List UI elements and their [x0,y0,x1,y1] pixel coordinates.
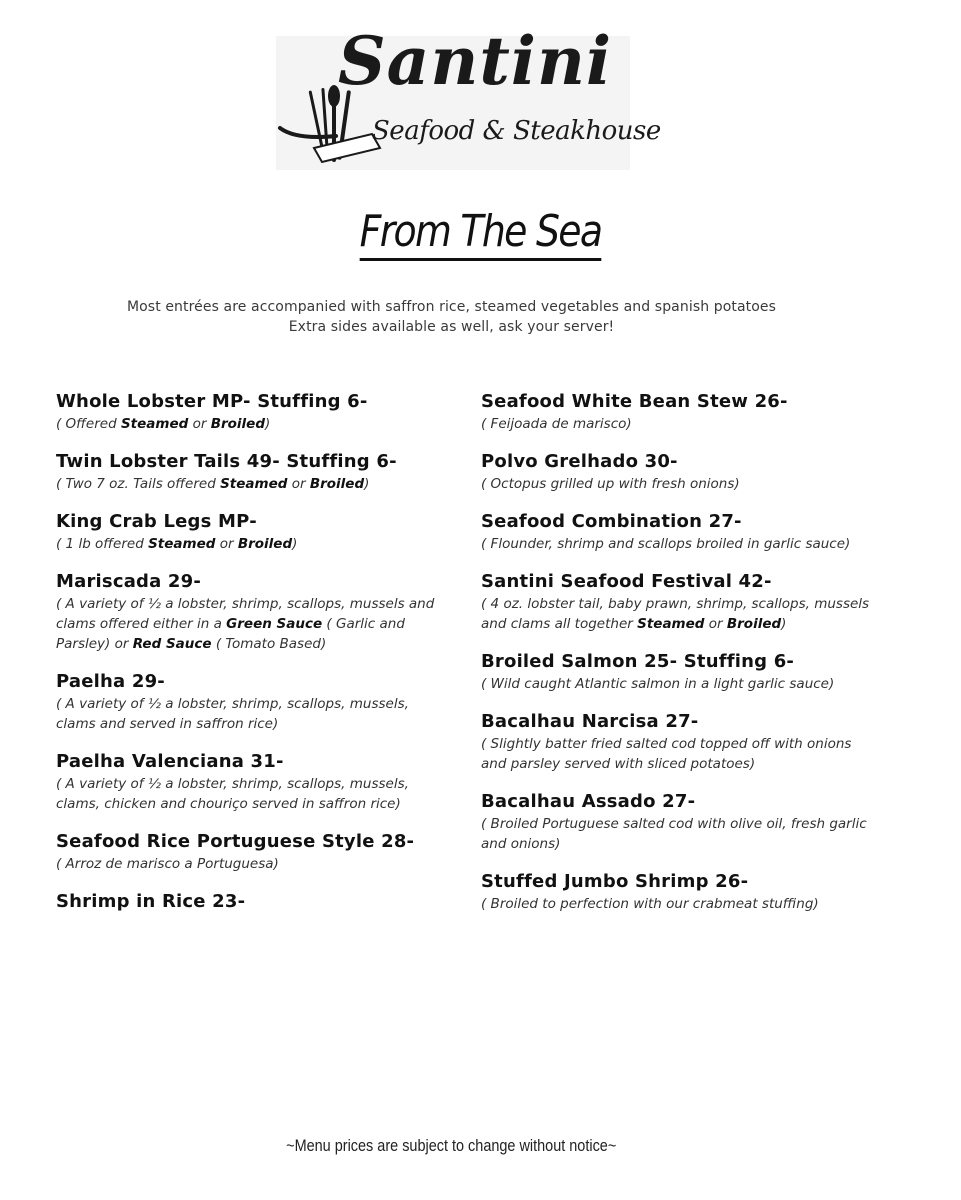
menu-item-description [481,594,881,634]
intro-text [0,297,903,337]
description-text: ( A variety of ½ a lobster, shrimp, scallops, mussels, clams, chicken and chouriço served in saffron rice) [56,776,409,812]
menu-item [56,510,436,554]
menu-item [56,450,436,494]
description-text: ( Two 7 oz. Tails offered [56,476,221,492]
description-text: ( Tomato Based) [211,636,327,652]
menu-item-title: Seafood Combination 27- [481,511,742,532]
description-text: ) [781,616,787,632]
description-text: ( Garlic and Parsley) or [56,616,405,652]
menu-item-description [56,474,436,494]
description-text: ( Broiled to perfection with our crabmeat stuffing) [481,896,819,912]
description-text: ( Arroz de marisco a Portuguesa) [56,856,279,872]
menu-item [481,450,881,494]
description-text: ( Wild caught Atlantic salmon in a light garlic sauce) [481,676,835,692]
menu-item [56,830,436,874]
logo-wordmark: Santini [338,22,613,100]
menu-item-description [481,674,881,694]
menu-item-description [481,534,881,554]
menu-item-description [56,414,436,434]
description-text: or [287,476,310,492]
menu-item-title: Polvo Grelhado 30- [481,451,678,472]
description-text: ) [265,416,271,432]
description-text: ( Offered [56,416,121,432]
menu-item-description [56,594,436,654]
menu-item-title: Twin Lobster Tails 49- Stuffing 6- [56,451,397,472]
menu-item-title: Stuffed Jumbo Shrimp 26- [481,871,749,892]
menu-item [481,650,881,694]
menu-item-title: Whole Lobster MP- Stuffing 6- [56,391,368,412]
logo-subtitle: Seafood & Steakhouse [372,116,661,146]
description-text: or [215,536,238,552]
menu-item-description [56,534,436,554]
description-emphasis: Steamed [120,416,189,432]
restaurant-logo [276,22,661,170]
menu-item [481,870,881,914]
menu-item [481,570,881,634]
menu-item [56,670,436,734]
menu-column-left [56,390,436,930]
menu-item-title: Paelha 29- [56,671,165,692]
menu-item-description [56,774,436,814]
section-title-wrap [0,206,961,261]
menu-item [481,510,881,554]
menu-item-description [481,474,881,494]
description-text: ( A variety of ½ a lobster, shrimp, scallops, mussels, clams and served in saffron rice) [56,696,409,732]
menu-item-title: Santini Seafood Festival 42- [481,571,772,592]
description-emphasis: Broiled [309,476,365,492]
menu-item [56,750,436,814]
description-emphasis: Steamed [220,476,288,492]
menu-item-title: Mariscada 29- [56,571,202,592]
description-emphasis: Steamed [148,536,216,552]
intro-line-1: Most entrées are accompanied with saffron rice, steamed vegetables and spanish potatoes [126,299,777,315]
description-text: ( A variety of ½ a lobster, shrimp, scallops, mussels and clams offered either in a [56,596,435,632]
description-text: or [704,616,727,632]
menu-item-title: Seafood Rice Portuguese Style 28- [56,831,415,852]
menu-item-description [481,814,881,854]
description-text: ( Feijoada de marisco) [481,416,632,432]
description-emphasis: Red Sauce [132,636,212,652]
intro-line-2: Extra sides available as well, ask your server! [288,319,615,335]
description-text: or [188,416,211,432]
description-text: ( 1 lb offered [56,536,149,552]
description-emphasis: Broiled [237,536,293,552]
footer-text: ~Menu prices are subject to change without notice~ [286,1136,617,1155]
menu-item-title: Bacalhau Assado 27- [481,791,696,812]
footer-notice [0,1136,903,1156]
menu-item [481,710,881,774]
menu-item [56,390,436,434]
section-title: From The Sea [360,206,602,261]
menu-item-title: Broiled Salmon 25- Stuffing 6- [481,651,795,672]
description-text: ( Octopus grilled up with fresh onions) [481,476,740,492]
menu-item [481,390,881,434]
description-emphasis: Broiled [210,416,265,432]
menu-item [481,790,881,854]
description-text: ( Slightly batter fried salted cod topped off with onions and parsley served with sliced potatoes) [481,736,852,772]
menu-item-title: Bacalhau Narcisa 27- [481,711,699,732]
menu-item-title: Shrimp in Rice 23- [56,891,246,912]
description-emphasis: Broiled [726,616,782,632]
menu-item-title: Paelha Valenciana 31- [56,751,284,772]
description-text: ( Flounder, shrimp and scallops broiled in garlic sauce) [481,536,851,552]
menu-item [56,570,436,654]
description-emphasis: Steamed [637,616,705,632]
description-text: ) [364,476,370,492]
description-text: ( Broiled Portuguese salted cod with olive oil, fresh garlic and onions) [481,816,867,852]
menu-item-title: Seafood White Bean Stew 26- [481,391,788,412]
menu-item-description [481,894,881,914]
menu-item-title: King Crab Legs MP- [56,511,257,532]
menu-item-description [56,694,436,734]
description-text: ) [292,536,298,552]
menu-item-description [56,854,436,874]
menu-item-description [481,414,881,434]
menu-item-description [481,734,881,774]
menu-item [56,890,436,914]
description-text: ( 4 oz. lobster tail, baby prawn, shrimp, scallops, mussels and clams all together [481,596,870,632]
description-emphasis: Green Sauce [226,616,323,632]
menu-column-right [481,390,881,930]
